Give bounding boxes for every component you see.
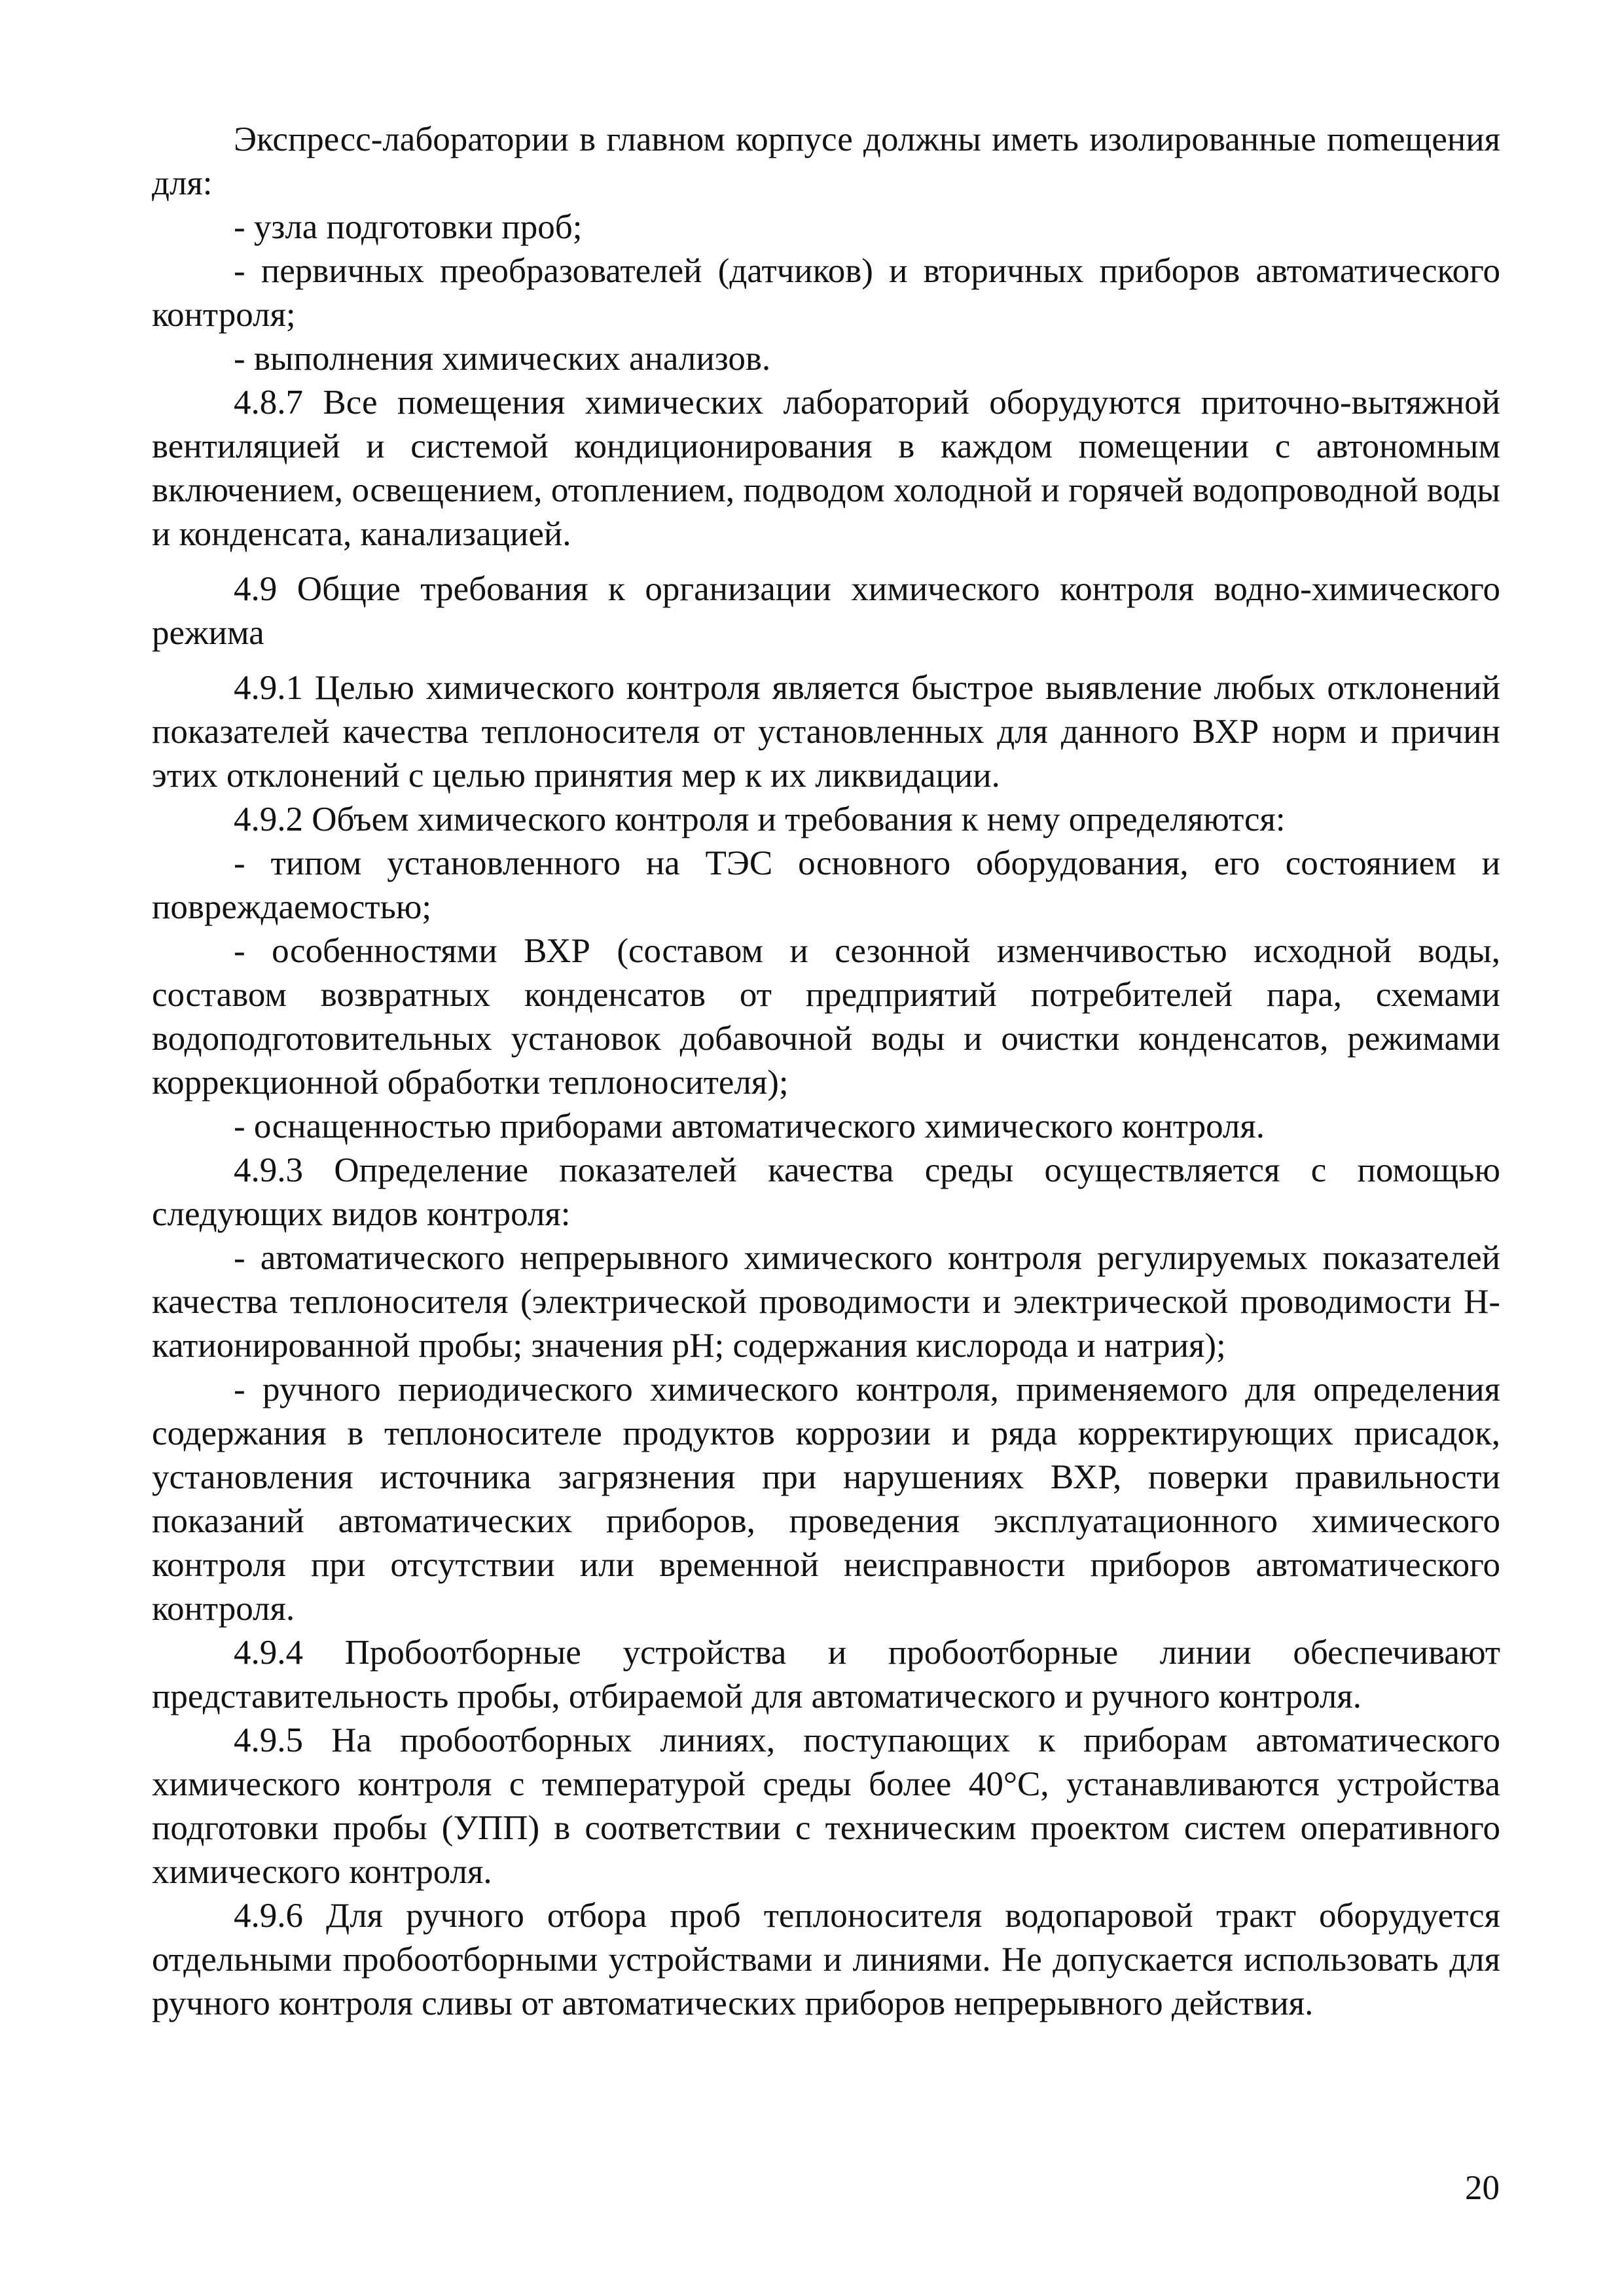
list-item-instrumentation: - оснащенностью приборами автоматического химического контроля. [234,1107,1265,1145]
list-item-sensors: - первичных преобразователей (датчиков) и вторичных приборов автоматического контроля; [152,252,1500,334]
page-number: 20 [1465,2169,1500,2207]
paragraph-4-9-4: 4.9.4 Пробоотборные устройства и пробоотборные линии обеспечивают представительность пробы, отбираемой для автоматического и ручного контроля. [152,1634,1500,1715]
paragraph-4-9-2: 4.9.2 Объем химического контроля и требования к нему определяются: [234,800,1286,838]
list-item-whr-features: - особенностями ВХР (составом и сезонной изменчивостью исходной воды, составом возвратных конденсатов от предприятий потребителей пара, схемами водоподготовительных установок добавочной воды и очистки конденсатов, режимами коррекционной обработки теплоносителя); [152,932,1500,1102]
list-item-automatic-control: - автоматического непрерывного химического контроля регулируемых показателей качества теплоносителя (электрической проводимости и электрической проводимости Н-катионированной пробы; значения рН; содержания кислорода и натрия); [152,1239,1500,1365]
paragraph-4-9-1: 4.9.1 Целью химического контроля является быстрое выявление любых отклонений показателей качества теплоносителя от установленных для данного ВХР норм и причин этих отклонений с целью принятия мер к их ликвидации. [152,669,1500,795]
list-item-manual-control: - ручного периодического химического контроля, применяемого для определения содержания в теплоносителе продуктов коррозии и ряда корректирующих присадок, установления источника загрязнения при нарушениях ВХР, поверки правильности показаний автоматических приборов, проведения эксплуатационного химического контроля при отсутствии или временной неисправности приборов автоматического контроля. [152,1371,1500,1628]
list-item-sample-prep: - узла подготовки проб; [234,208,583,246]
paragraph-4-9-3: 4.9.3 Определение показателей качества среды осуществляется с помощью следующих видов контроля: [152,1151,1500,1233]
paragraph-4-9-5: 4.9.5 На пробоотборных линиях, поступающих к приборам автоматического химического контроля с температурой среды более 40°С, устанавливаются устройства подготовки пробы (УПП) в соответствии с техническим проектом систем оперативного химического контроля. [152,1721,1500,1891]
section-heading-4-9: 4.9 Общие требования к организации химического контроля водно-химического режима [152,570,1500,652]
paragraph-4-8-7: 4.8.7 Все помещения химических лабораторий оборудуются приточно-вытяжной вентиляцией и системой кондиционирования в каждом помещении с автономным включением, освещением, отоплением, подводом холодной и горячей водопроводной воды и конденсата, канализацией. [152,384,1500,553]
list-item-chemical-analysis: - выполнения химических анализов. [234,340,771,378]
list-item-equipment-type: - типом установленного на ТЭС основного оборудования, его состоянием и повреждаемостью; [152,844,1500,926]
paragraph-4-9-6: 4.9.6 Для ручного отбора проб теплоносителя водопаровой тракт оборудуется отдельными пробоотборными устройствами и линиями. Не допускается использовать для ручного контроля сливы от автоматических приборов непрерывного действия. [152,1897,1500,2022]
paragraph-express-labs: Экспресс-лаборатории в главном корпусе должны иметь изолированные поmещения для: [152,120,1500,202]
body-text [152,118,1500,2026]
